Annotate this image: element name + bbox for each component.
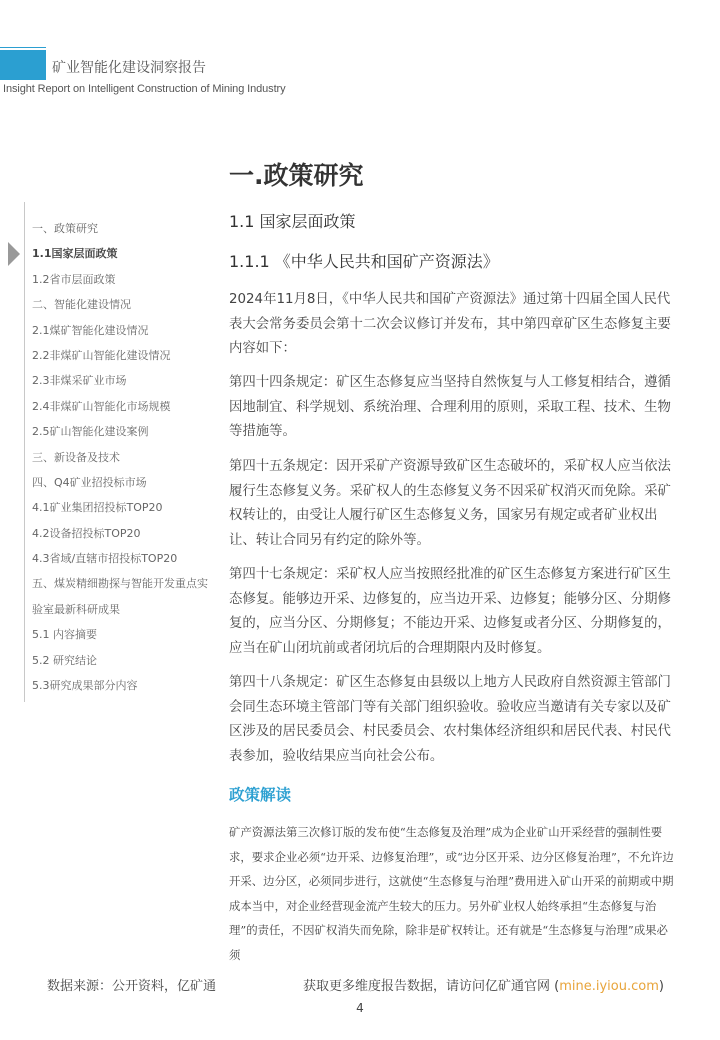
toc-item[interactable]: 2.4非煤矿山智能化市场规模 (32, 399, 171, 413)
section-title: 一.政策研究 (229, 161, 364, 190)
toc-item[interactable]: 4.2设备招投标TOP20 (32, 526, 141, 540)
sub-subsection-heading: 1.1.1 《中华人民共和国矿产资源法》 (229, 252, 499, 271)
toc-item[interactable]: 五、煤炭精细勘探与智能开发重点实 (32, 577, 208, 591)
toc-item[interactable]: 2.2非煤矿山智能化建设情况 (32, 348, 171, 362)
page-number: 4 (356, 1001, 364, 1015)
header-accent-block (0, 50, 46, 80)
more-data-note (303, 975, 664, 994)
table-of-contents (32, 216, 217, 698)
toc-item[interactable]: 4.3省域/直辖市招投标TOP20 (32, 552, 178, 566)
toc-item[interactable]: 5.1 内容摘要 (32, 628, 97, 642)
toc-item[interactable]: 5.3研究成果部分内容 (32, 679, 138, 693)
header-accent-line (0, 47, 46, 48)
subsection-heading: 1.1 国家层面政策 (229, 212, 356, 231)
toc-divider (24, 202, 25, 702)
toc-item[interactable]: 四、Q4矿业招投标市场 (32, 475, 147, 489)
body-paragraph: 第四十四条规定：矿区生态修复应当坚持自然恢复与人工修复相结合，遵循因地制宜、科学规划、系统治理、合理利用的原则，采取工程、技术、生物等措施等。 (229, 375, 671, 440)
body-paragraph: 第四十七条规定：采矿权人应当按照经批准的矿区生态修复方案进行矿区生态修复。能够边开采、边修复的，应当边开采、边修复；能够分区、分期修复的，应当分区、分期修复；不能边开采、边修复或者分区、分期修复的，应当在矿山闭坑前或者闭坑后的合理期限内及时修复。 (229, 567, 671, 657)
report-title: 矿业智能化建设洞察报告 (52, 60, 206, 76)
toc-item[interactable]: 1.2省市层面政策 (32, 272, 116, 286)
toc-item[interactable]: 5.2 研究结论 (32, 653, 97, 667)
toc-item[interactable]: 2.5矿山智能化建设案例 (32, 425, 149, 439)
toc-item[interactable]: 验室最新科研成果 (32, 602, 120, 616)
more-data-prefix: 获取更多维度报告数据，请访问亿矿通官网 ( (303, 979, 560, 994)
data-source-note: 数据来源：公开资料，亿矿通 (47, 979, 217, 994)
toc-item[interactable]: 4.1矿业集团招投标TOP20 (32, 501, 163, 515)
policy-interpretation-heading: 政策解读 (229, 786, 292, 804)
toc-item[interactable]: 一、政策研究 (32, 222, 98, 235)
body-paragraph: 2024年11月8日，《中华人民共和国矿产资源法》通过第十四届全国人民代表大会常务委员会第十二次会议修订并发布，其中第四章矿区生态修复主要内容如下： (229, 292, 671, 357)
toc-item[interactable]: 2.3非煤采矿业市场 (32, 374, 127, 388)
website-link[interactable]: mine.iyiou.com (559, 979, 659, 994)
report-subtitle-en: Insight Report on Intelligent Construction of Mining Industry (3, 83, 286, 95)
body-paragraph: 第四十五条规定：因开采矿产资源导致矿区生态破坏的，采矿权人应当依法履行生态修复义务。采矿权人的生态修复义务不因采矿权消灭而免除。采矿权转让的，由受让人履行矿区生态修复义务，国家另有规定或者矿业权出让、转让合同另有约定的除外等。 (229, 459, 671, 549)
toc-active-marker-icon (8, 242, 20, 266)
toc-item[interactable]: 三、新设备及技术 (32, 450, 120, 464)
toc-item[interactable]: 2.1煤矿智能化建设情况 (32, 323, 149, 337)
toc-item-active[interactable]: 1.1国家层面政策 (32, 247, 118, 261)
toc-item[interactable]: 二、智能化建设情况 (32, 298, 131, 312)
more-data-suffix: ) (658, 979, 664, 994)
body-paragraph: 第四十八条规定：矿区生态修复由县级以上地方人民政府自然资源主管部门会同生态环境主管部门等有关部门组织验收。验收应当邀请有关专家以及矿区涉及的居民委员会、村民委员会、农村集体经济组织和居民代表、村民代表参加，验收结果应当向社会公布。 (229, 675, 671, 765)
policy-interpretation-text: 矿产资源法第三次修订版的发布使“生态修复及治理”成为企业矿山开采经营的强制性要求，要求企业必须“边开采、边修复治理”，或“边分区开采、边分区修复治理”，不允许边开采、边分区，必须同步进行，这就使“生态修复与治理”费用进入矿山开采的前期或中期成本当中，对企业经营现金流产生较大的压力。另外矿业权人始终承担“生态修复与治理”的责任，不因矿权消失而免除，除非是矿权转让。还有就是“生态修复与治理”成果必须 (229, 825, 674, 962)
